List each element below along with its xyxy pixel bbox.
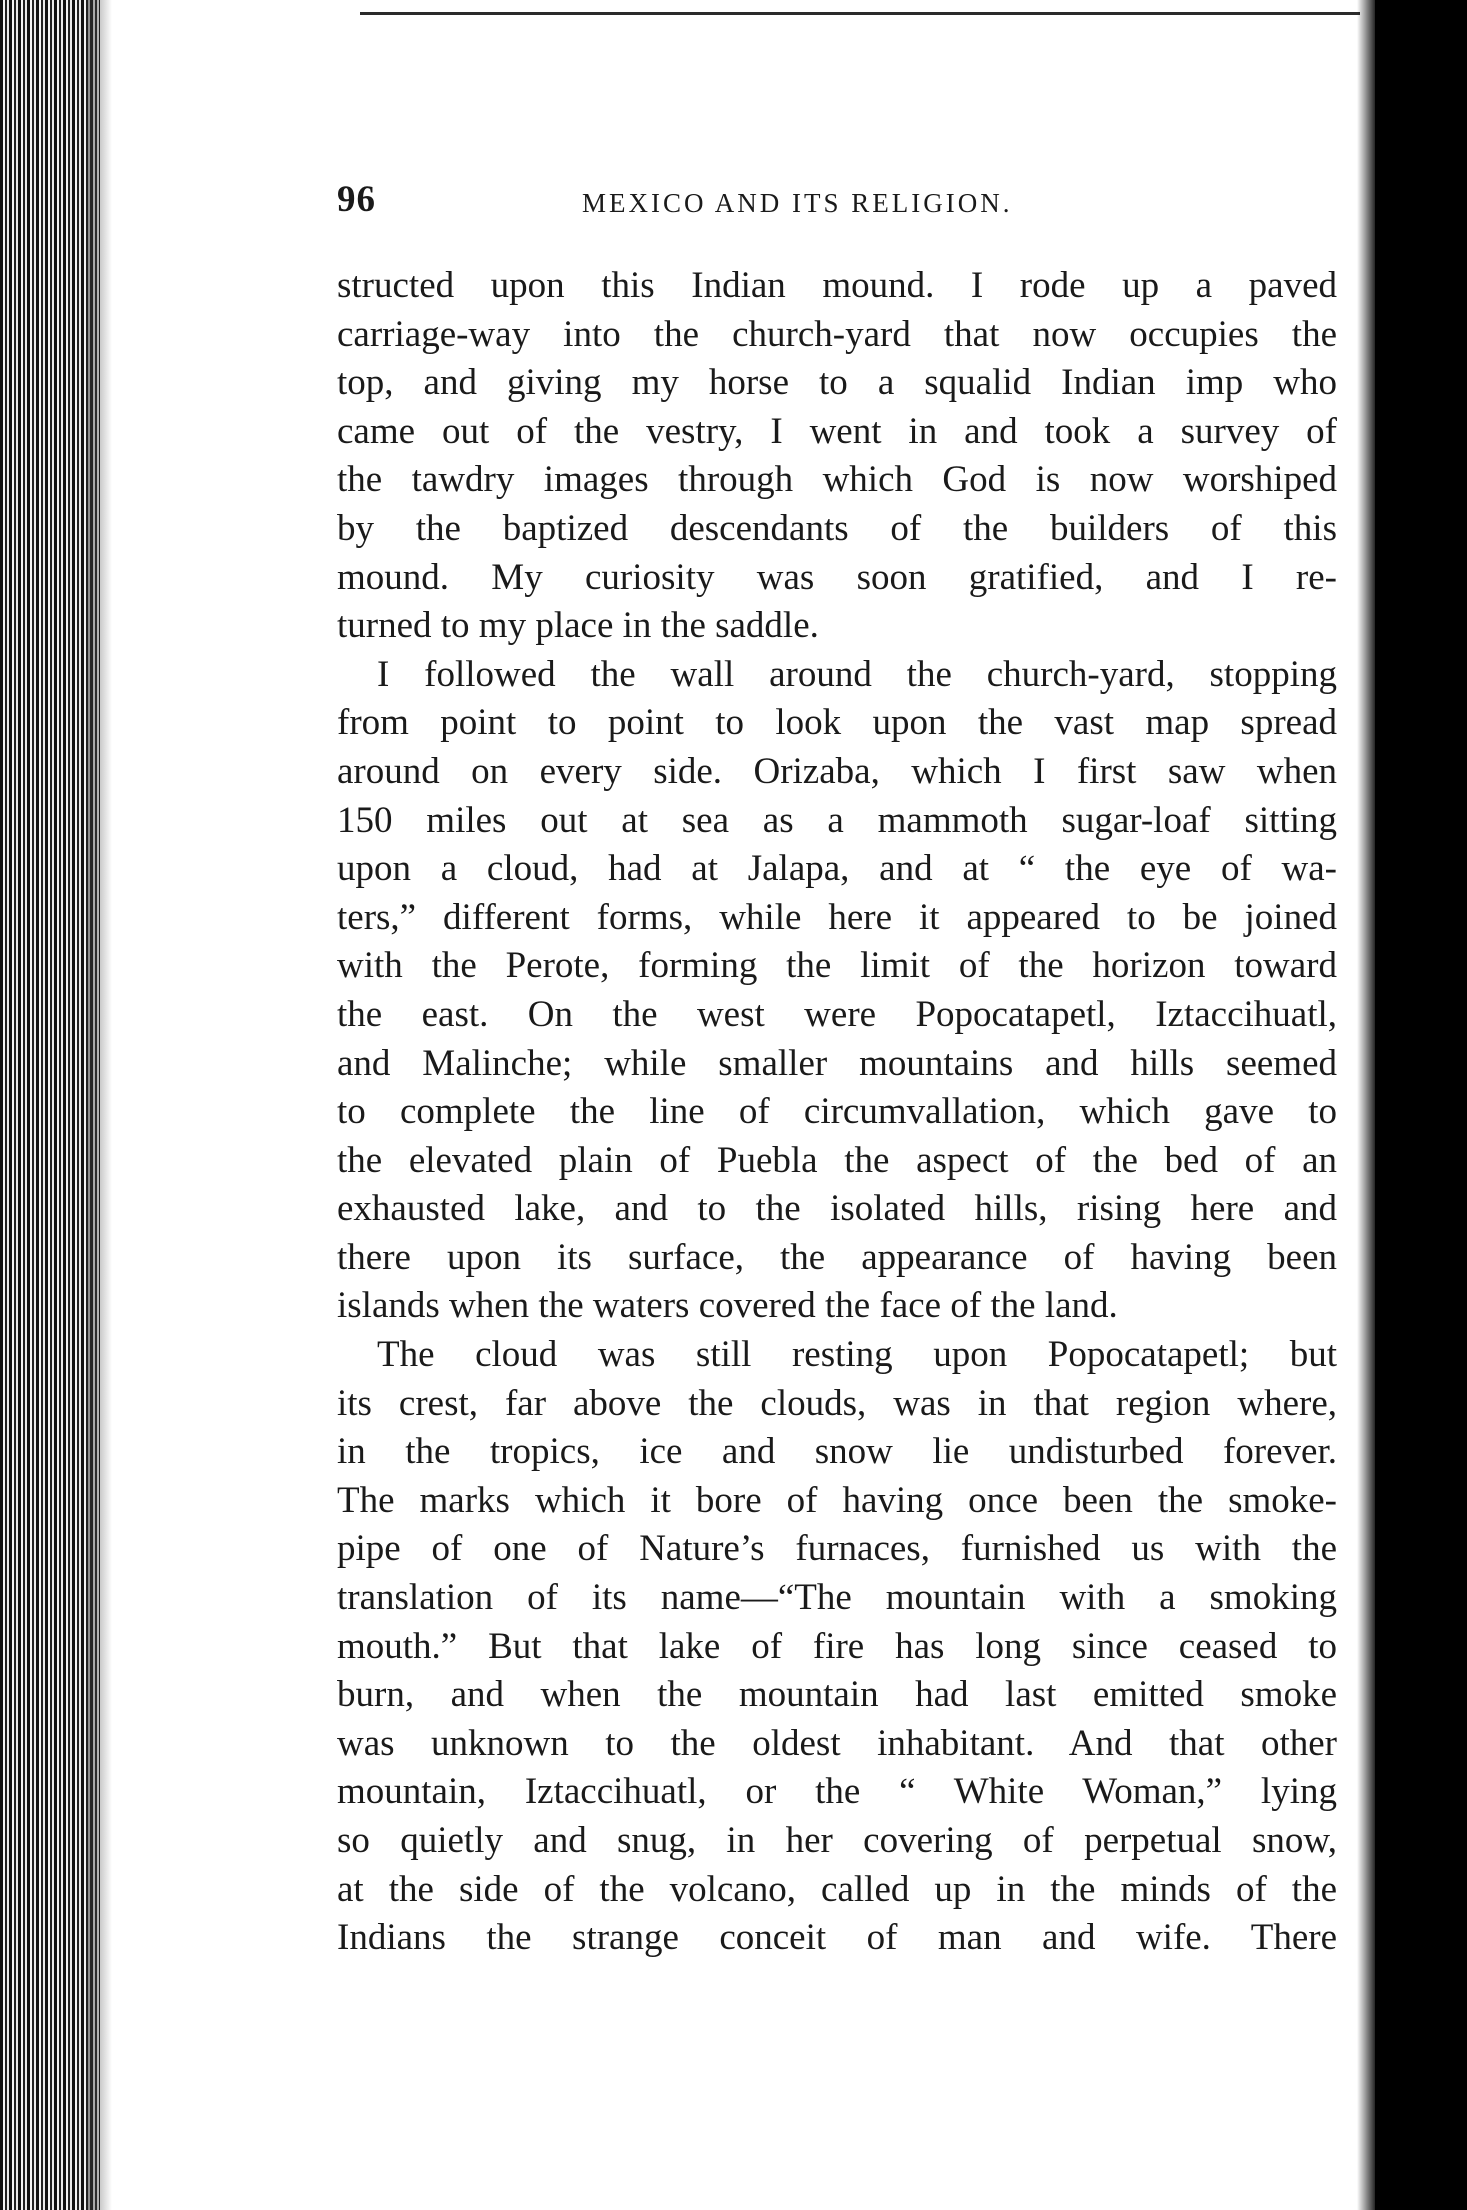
text-line: from point to point to look upon the vast map spread bbox=[337, 702, 1337, 744]
text-line: its crest, far above the clouds, was in that region where, bbox=[337, 1382, 1337, 1424]
page-top-edge bbox=[360, 12, 1360, 15]
text-line: turned to my place in the saddle. bbox=[337, 605, 819, 647]
text-line: 150 miles out at sea as a mammoth sugar-loaf sitting bbox=[337, 799, 1337, 841]
text-line: pipe of one of Nature’s furnaces, furnished us with the bbox=[337, 1528, 1337, 1570]
text-line: carriage-way into the church-yard that now occupies the bbox=[337, 313, 1337, 355]
text-line: exhausted lake, and to the isolated hills, rising here and bbox=[337, 1188, 1337, 1230]
text-line: translation of its name—“The mountain with a smoking bbox=[337, 1577, 1337, 1619]
page-right-edge bbox=[1375, 0, 1467, 2210]
text-line: came out of the vestry, I went in and took a survey of bbox=[337, 410, 1337, 452]
text-line: structed upon this Indian mound. I rode up a paved bbox=[337, 265, 1337, 306]
text-line: the elevated plain of Puebla the aspect of the bed of an bbox=[337, 1139, 1337, 1181]
book-gutter bbox=[0, 0, 100, 2210]
text-line: Indians the strange conceit of man and wife. There bbox=[337, 1917, 1337, 1959]
text-line: The marks which it bore of having once been the smoke- bbox=[337, 1479, 1337, 1521]
page-edge-shadow bbox=[1357, 0, 1375, 2210]
text-line: The cloud was still resting upon Popocatapetl; but bbox=[377, 1334, 1337, 1376]
text-line: was unknown to the oldest inhabitant. And that other bbox=[337, 1722, 1337, 1764]
text-line: ters,” different forms, while here it appeared to be joined bbox=[337, 896, 1337, 938]
text-line: at the side of the volcano, called up in the minds of the bbox=[337, 1868, 1337, 1910]
text-line: there upon its surface, the appearance of having been bbox=[337, 1236, 1337, 1278]
text-line: and Malinche; while smaller mountains and hills seemed bbox=[337, 1042, 1337, 1084]
text-line: islands when the waters covered the face of the land. bbox=[337, 1285, 1118, 1327]
text-line: mountain, Iztaccihuatl, or the “ White Woman,” lying bbox=[337, 1771, 1337, 1813]
text-line: mouth.” But that lake of fire has long since ceased to bbox=[337, 1625, 1337, 1667]
text-line: mound. My curiosity was soon gratified, and I re- bbox=[337, 556, 1337, 598]
text-line: the east. On the west were Popocatapetl, Iztaccihuatl, bbox=[337, 993, 1337, 1035]
text-line: with the Perote, forming the limit of the horizon toward bbox=[337, 945, 1337, 987]
text-line: I followed the wall around the church-yard, stopping bbox=[377, 653, 1337, 695]
text-line: in the tropics, ice and snow lie undisturbed forever. bbox=[337, 1431, 1337, 1473]
text-line: to complete the line of circumvallation, which gave to bbox=[337, 1091, 1337, 1133]
text-line: the tawdry images through which God is now worshiped bbox=[337, 459, 1337, 501]
text-line: around on every side. Orizaba, which I first saw when bbox=[337, 750, 1337, 792]
text-line: upon a cloud, had at Jalapa, and at “ the eye of wa- bbox=[337, 848, 1337, 890]
gutter-shadow bbox=[88, 0, 112, 2210]
page-header bbox=[337, 178, 1337, 238]
text-line: burn, and when the mountain had last emitted smoke bbox=[337, 1674, 1337, 1716]
text-line: top, and giving my horse to a squalid Indian imp who bbox=[337, 362, 1337, 404]
running-head: MEXICO AND ITS RELIGION. bbox=[582, 188, 1013, 218]
body-text bbox=[337, 262, 1337, 1963]
text-line: by the baptized descendants of the builders of this bbox=[337, 507, 1337, 549]
page-number: 96 bbox=[337, 179, 376, 220]
text-line: so quietly and snug, in her covering of perpetual snow, bbox=[337, 1820, 1337, 1861]
